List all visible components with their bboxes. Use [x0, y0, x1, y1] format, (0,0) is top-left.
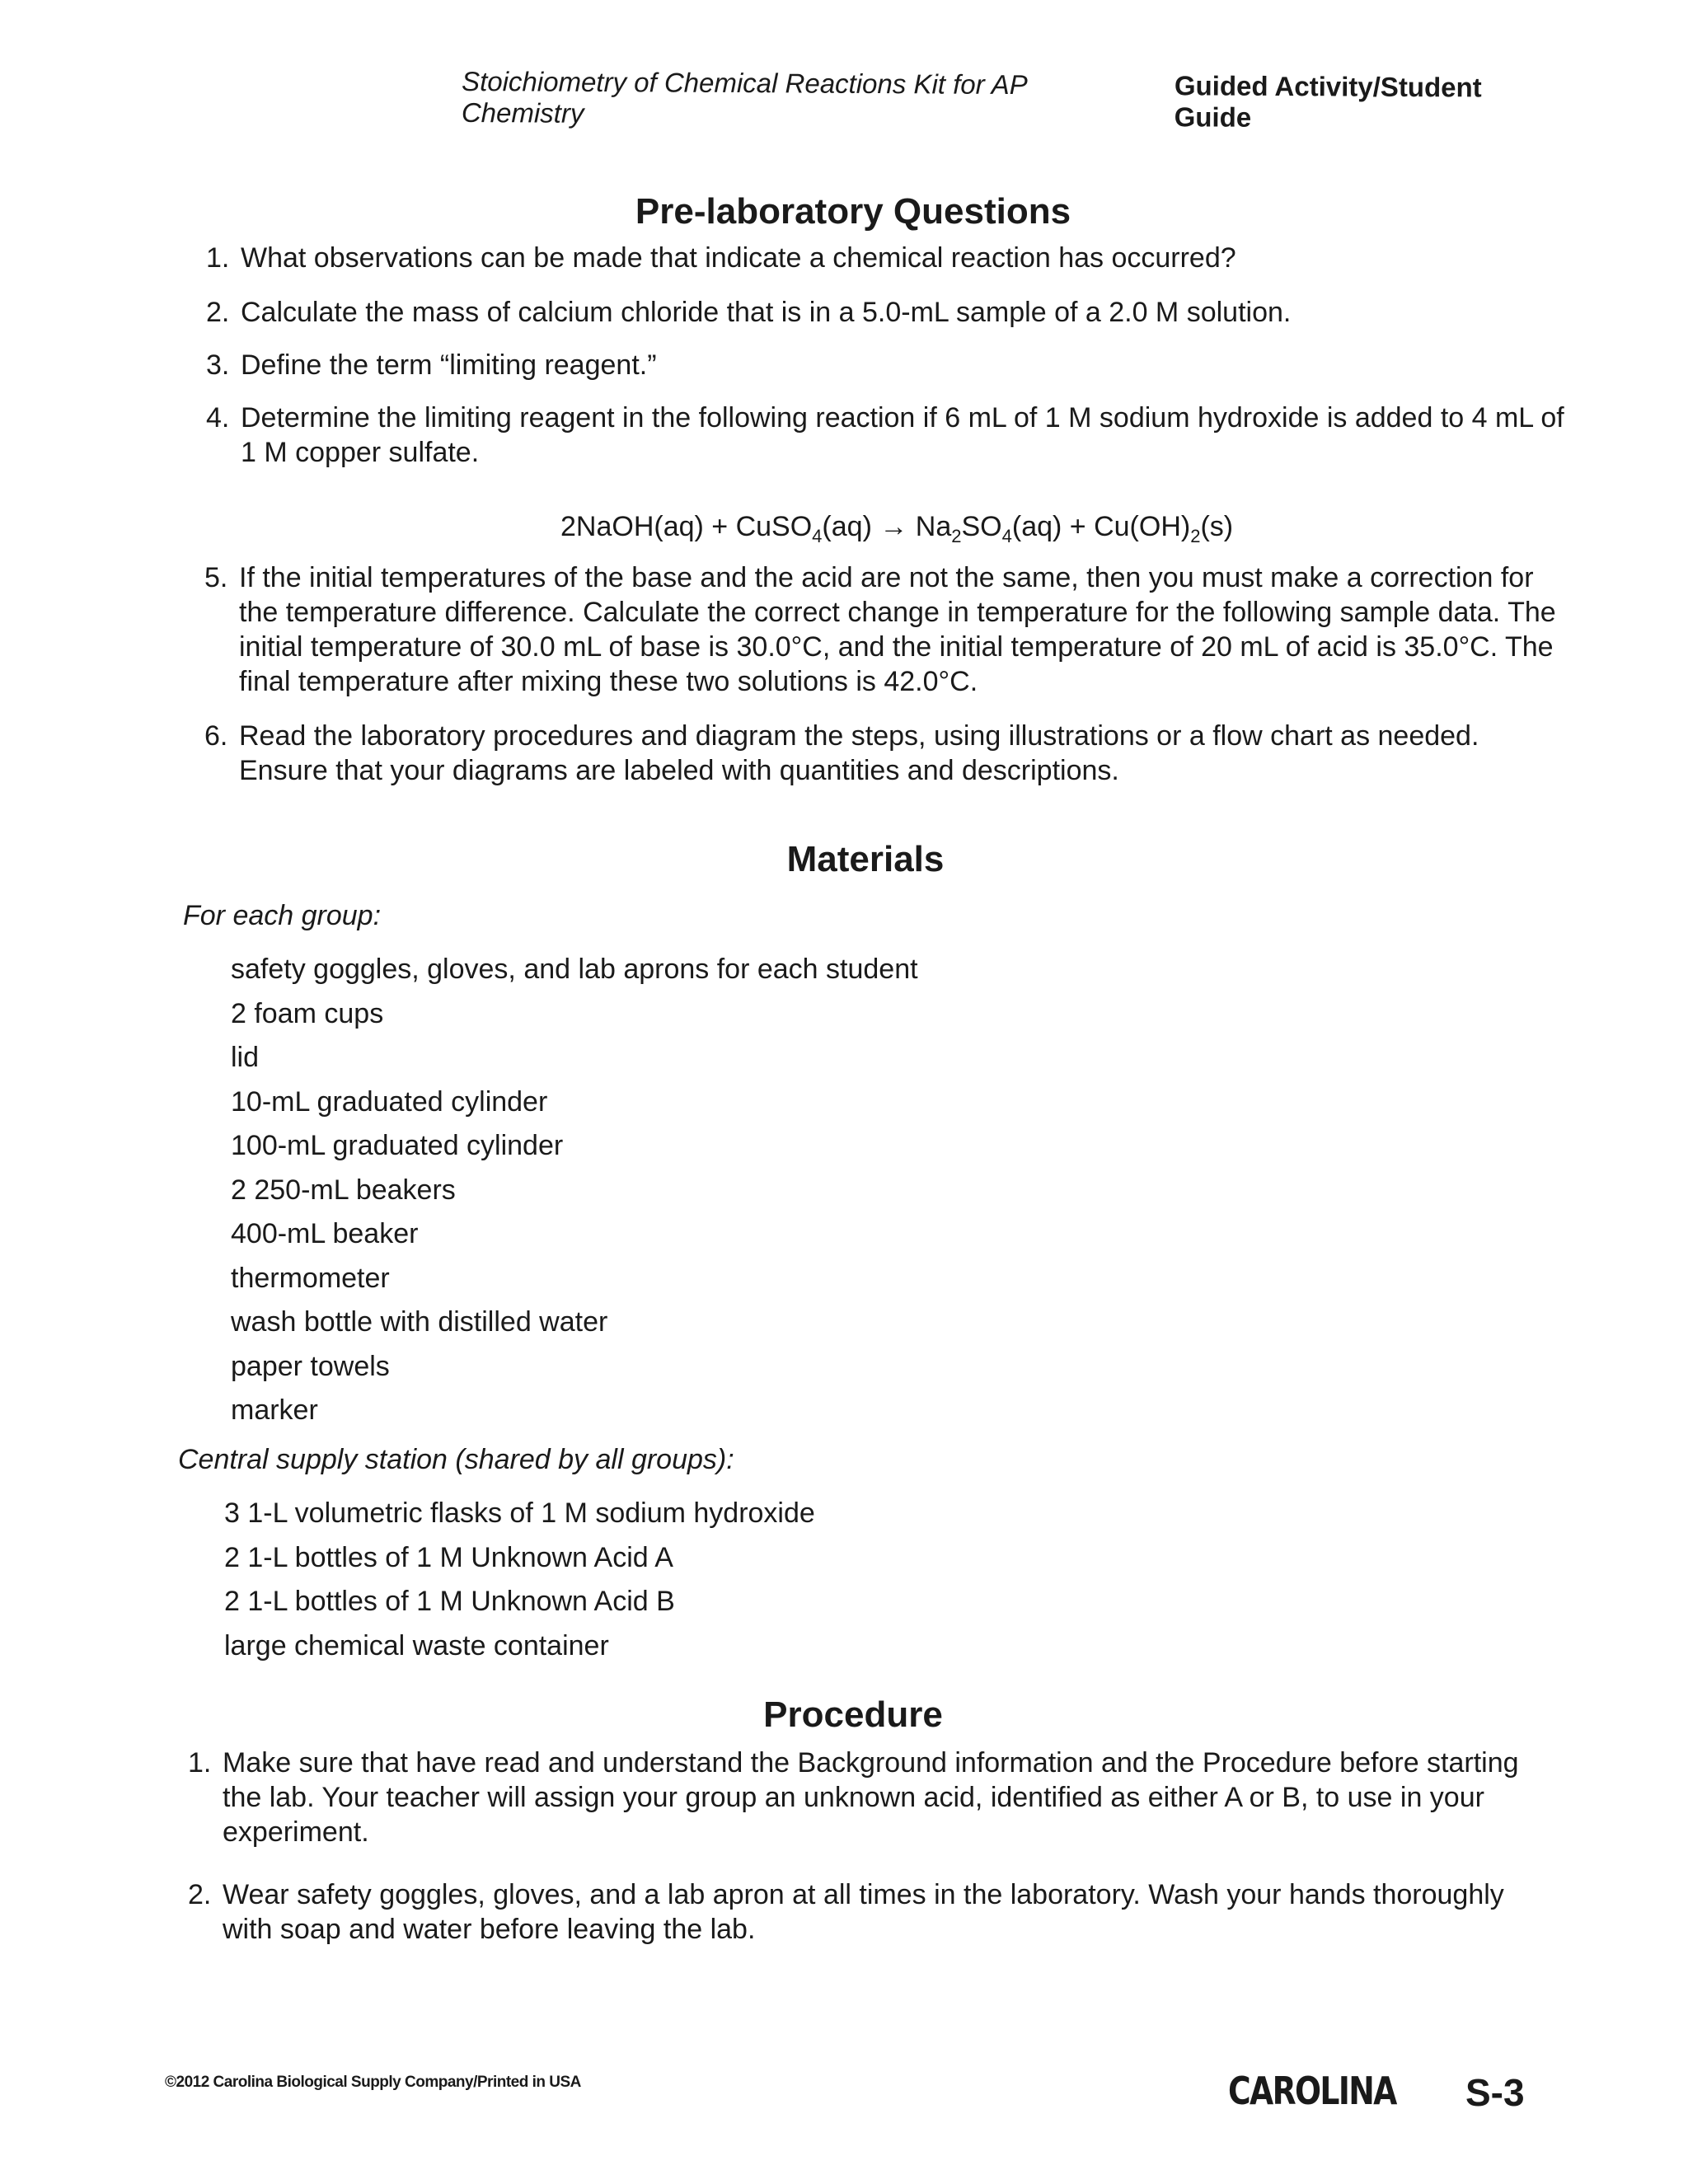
- page-header: [462, 66, 1558, 135]
- materials-title: Materials: [786, 839, 945, 879]
- kit-title: Stoichiometry of Chemical Reactions Kit for AP Chemistry: [461, 65, 1027, 129]
- guide-label: Guided Activity/Student Guide: [1174, 70, 1482, 133]
- list-item: 2 foam cups: [231, 997, 384, 1029]
- central-supply-heading: Central supply station (shared by all groups):: [178, 1444, 734, 1475]
- list-item: large chemical waste container: [224, 1629, 609, 1661]
- list-item: 10-mL graduated cylinder: [231, 1085, 548, 1118]
- list-item: thermometer: [231, 1262, 390, 1294]
- procedure-step: 1. Make sure that have read and understand the Background information and the Procedure before starting the lab. Your teacher will assign your group an unknown acid, identified as either A or B, to use in your experiment.: [188, 1747, 1519, 1848]
- list-item: marker: [231, 1394, 318, 1426]
- chemical-equation: 2NaOH(aq) + CuSO$_4$(aq) → $Na_2SO_4(aq) + Cu(OH)_2(s)$: [560, 511, 1234, 546]
- procedure-steps: [188, 1746, 1540, 1947]
- copyright-notice: ©2012 Carolina Biological Supply Company/Printed in USA: [165, 2074, 581, 2091]
- list-item: 3 1-L volumetric flasks of 1 M sodium hydroxide: [224, 1497, 815, 1529]
- prelab-question: 5. If the initial temperatures of the base and the acid are not the same, then you must make a correction for the temperature difference. Calculate the correct change in temperature for the following sample data. The initial temperature of 30.0 mL of base is 30.0°C, and the initial temperature of 20 mL of acid is 35.0°C. The final temperature after mixing these two solutions is 42.0°C.: [204, 562, 1556, 697]
- list-item: 2 1-L bottles of 1 M Unknown Acid A: [224, 1541, 673, 1573]
- prelab-question: 2. Calculate the mass of calcium chloride that is in a 5.0-mL sample of a 2.0 M solution.: [206, 297, 1292, 328]
- list-item: 400-mL beaker: [231, 1218, 419, 1249]
- prelab-question: 1. What observations can be made that indicate a chemical reaction has occurred?: [206, 242, 1236, 274]
- carolina-logo: CAROLINA: [1228, 2069, 1396, 2113]
- group-materials-heading: For each group:: [183, 900, 382, 931]
- list-item: safety goggles, gloves, and lab aprons for each student: [231, 954, 918, 985]
- procedure-title: Procedure: [763, 1694, 943, 1735]
- list-item: 2 1-L bottles of 1 M Unknown Acid B: [224, 1586, 675, 1617]
- list-item: 100-mL graduated cylinder: [231, 1130, 564, 1161]
- group-materials-list: [231, 948, 918, 1433]
- prelab-question: 4. Determine the limiting reagent in the following reaction if 6 mL of 1 M sodium hydroxide is added to 4 mL of 1 M copper sulfate.: [206, 402, 1564, 468]
- list-item: wash bottle with distilled water: [231, 1306, 608, 1338]
- prelab-title: Pre-laboratory Questions: [635, 191, 1071, 232]
- prelab-questions: [206, 241, 1566, 470]
- prelab-questions-continued: [204, 560, 1564, 788]
- list-item: paper towels: [231, 1350, 390, 1382]
- list-item: 2 250-mL beakers: [231, 1174, 456, 1206]
- page-number: S-3: [1465, 2071, 1525, 2114]
- procedure-step: 2. Wear safety goggles, gloves, and a lab apron at all times in the laboratory. Wash your hands thoroughly with soap and water before leaving the lab.: [188, 1879, 1504, 1945]
- prelab-question: 3. Define the term “limiting reagent.”: [206, 349, 657, 381]
- prelab-question: 6. Read the laboratory procedures and diagram the steps, using illustrations or a flow chart as needed. Ensure that your diagrams are labeled with quantities and descriptions.: [204, 720, 1479, 786]
- central-supply-list: [224, 1492, 815, 1668]
- list-item: lid: [231, 1042, 260, 1073]
